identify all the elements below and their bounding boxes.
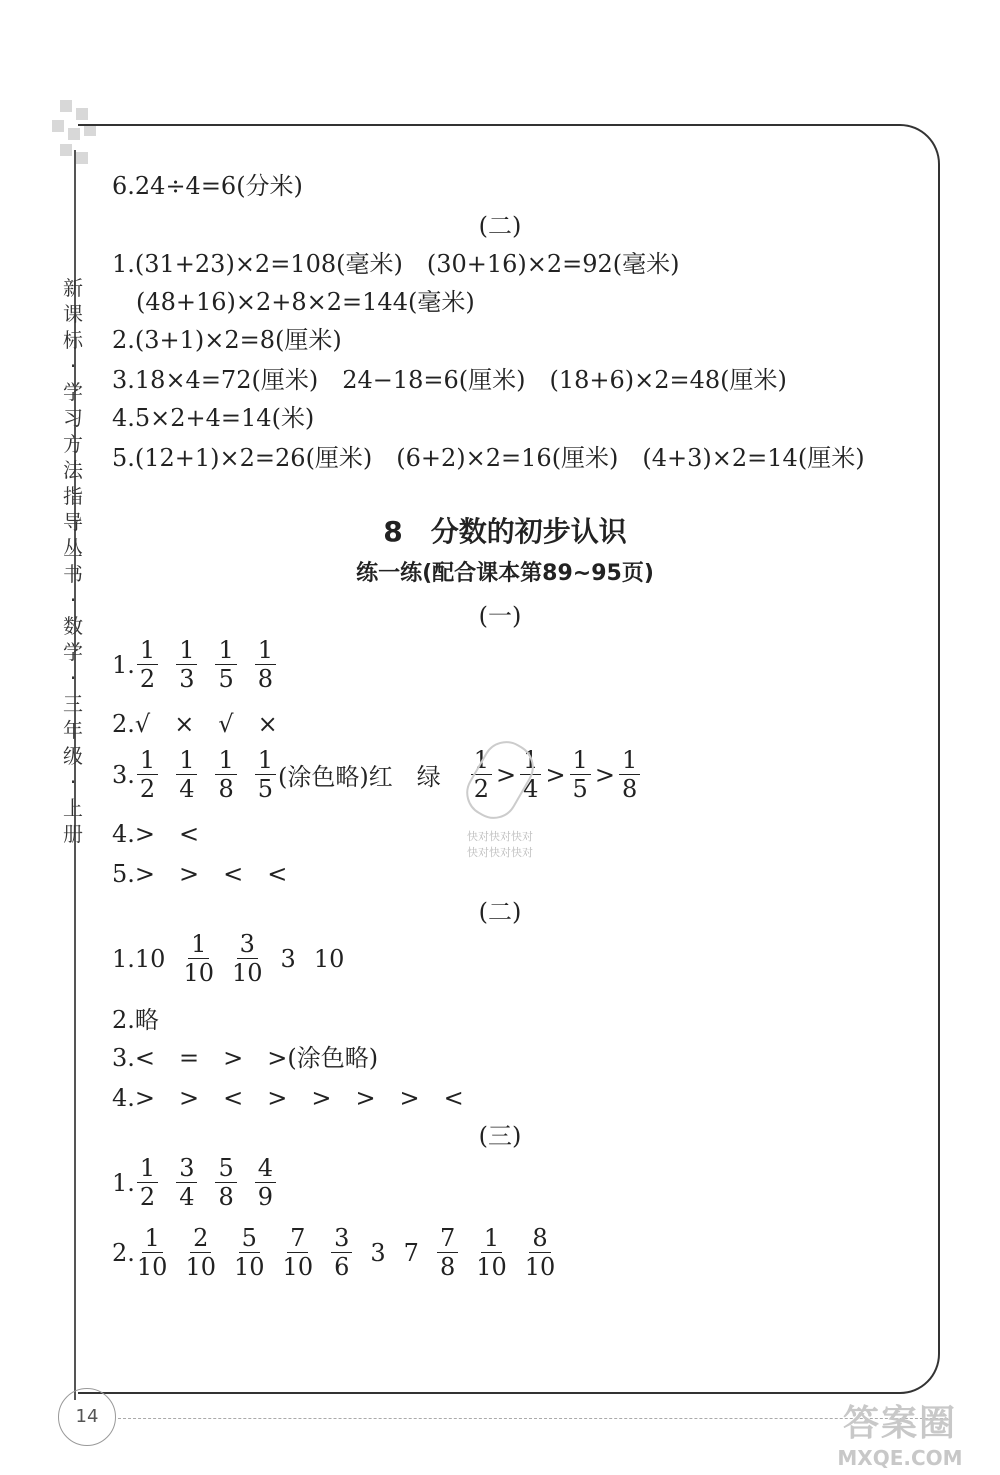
answer-line: 4.> < [112,820,200,848]
chapter-subtitle: 练一练(配合课本第89~95页) [356,561,654,586]
numerator: 1 [619,746,640,775]
spine-char: 方 [63,432,83,456]
numerator: 2 [190,1224,211,1253]
fraction [476,1224,507,1281]
denominator: 8 [218,775,234,803]
comparison-sign: > [496,760,517,789]
denominator: 8 [439,1253,456,1281]
denominator: 2 [473,775,490,803]
numerator: 3 [331,1224,352,1253]
fraction [570,746,591,803]
answer-line: 2.略 [112,1006,159,1034]
fraction [255,1154,276,1211]
number: 10 [313,944,345,973]
spine-char: · [69,770,77,794]
numerator: 4 [255,1154,276,1183]
fraction [183,930,214,987]
answer-line: 4.> > < > > > > < [112,1084,464,1112]
answer-line: 3.< = > >(涂色略) [112,1044,379,1072]
denominator: 5 [572,775,588,803]
numerator: 1 [215,746,236,775]
numerator: 1 [471,746,492,775]
fraction [137,746,158,803]
denominator: 4 [179,1183,195,1211]
spine-char: · [69,354,77,378]
numerator: 5 [215,1154,236,1183]
denominator: 4 [179,775,195,803]
pencil-icon [457,732,542,827]
comparison-sign: > [594,760,615,789]
section-heading: (二) [478,898,522,926]
fraction [176,746,197,803]
denominator: 10 [524,1253,556,1281]
fraction [437,1224,458,1281]
spine-char: 导 [63,510,83,534]
section-heading: (二) [478,212,522,240]
fraction [619,746,640,803]
question-number: 1. [112,650,135,679]
chapter-title: 8 分数的初步认识 [383,515,627,548]
denominator: 10 [282,1253,314,1281]
answer-row-san-2 [112,1224,573,1281]
fraction [215,746,236,803]
answer-line: 1.(31+23)×2=108(毫米) (30+16)×2=92(毫米) [112,250,680,278]
answer-line: 5.(12+1)×2=26(厘米) (6+2)×2=16(厘米) (4+3)×2=14(厘米) [112,444,865,472]
denominator: 10 [136,1253,168,1281]
fraction [137,1154,158,1211]
spine-char: 册 [63,822,83,846]
fraction [185,1224,216,1281]
answer-line: 5.> > < < [112,860,288,888]
numerator: 1 [142,1224,163,1253]
numerator: 1 [137,746,158,775]
denominator: 3 [179,665,195,693]
fraction [525,1224,556,1281]
answer-line: (48+16)×2+8×2=144(毫米) [112,288,475,316]
denominator: 10 [476,1253,507,1281]
number: 7 [403,1238,419,1267]
answer-line: 2.(3+1)×2=8(厘米) [112,326,342,354]
numerator: 1 [176,746,197,775]
answer-text: (涂色略)红 绿 [278,763,441,791]
denominator: 10 [185,1253,216,1281]
denominator: 10 [183,959,214,987]
denominator: 8 [621,775,638,803]
site-watermark [810,1395,990,1470]
spine-char: 学 [63,640,83,664]
numerator: 1 [570,746,591,775]
fraction [232,930,263,987]
stamp-text: 快对快对快对 [467,846,533,859]
section-heading: (三) [478,1122,522,1150]
fraction [137,636,158,693]
numerator: 3 [237,930,258,959]
spine-char: 书 [63,562,83,586]
comparison-sign: > [545,760,566,789]
number: 3 [280,944,296,973]
fraction [255,636,276,693]
answer-row-yi-1 [112,636,294,693]
question-number: 2. [112,1238,135,1267]
fraction [331,1224,352,1281]
numerator: 7 [287,1224,308,1253]
spine-char: 指 [63,484,83,508]
spine-char: 法 [63,458,83,482]
fraction [176,1154,197,1211]
fraction [137,1224,168,1281]
spine-char: 上 [63,796,83,820]
spine-char: 年 [63,718,83,742]
spine-char: 丛 [63,536,83,560]
numerator: 1 [520,746,541,775]
question-number: 1. [112,1168,135,1197]
numerator: 8 [529,1224,550,1253]
denominator: 2 [139,1183,156,1211]
answer-line: 6.24÷4=6(分米) [112,172,303,200]
numerator: 1 [188,930,209,959]
number: 3 [370,1238,386,1267]
watermark-title: 答案圈 [842,1403,957,1444]
denominator: 10 [231,959,263,987]
watermark-url: MXQE.COM [837,1446,963,1470]
fraction [215,636,236,693]
answer-row-yi-3 [112,746,640,803]
numerator: 1 [255,636,276,665]
answer-row-er-1 [112,930,362,987]
numerator: 7 [437,1224,458,1253]
stamp-text: 快对快对快对 [467,830,533,843]
denominator: 4 [523,775,539,803]
spine-char: 新 [63,276,83,300]
spine-char: · [69,588,77,612]
numerator: 5 [239,1224,260,1253]
numerator: 1 [137,1154,158,1183]
denominator: 2 [139,665,156,693]
fraction [234,1224,265,1281]
spine-char: 标 [63,328,83,352]
denominator: 9 [257,1183,274,1211]
spine-char: 三 [63,692,83,716]
section-heading: (一) [478,602,522,630]
numerator: 1 [481,1224,502,1253]
numerator: 1 [255,746,276,775]
denominator: 10 [234,1253,265,1281]
fraction [176,636,197,693]
numerator: 1 [137,636,158,665]
numerator: 1 [215,636,236,665]
page-number: 14 [58,1388,116,1446]
numerator: 1 [176,636,197,665]
denominator: 8 [218,1183,234,1211]
fraction [283,1224,314,1281]
fraction [255,746,276,803]
spine-char: · [69,666,77,690]
answer-line: 2.√ × √ × [112,710,278,738]
question-number: 3. [112,760,135,789]
denominator: 2 [139,775,156,803]
answer-line: 3.18×4=72(厘米) 24−18=6(厘米) (18+6)×2=48(厘米) [112,366,787,394]
stamp-watermark [455,740,545,860]
denominator: 6 [334,1253,350,1281]
spine-char: 级 [63,744,83,768]
spine-char: 学 [63,380,83,404]
answer-line: 4.5×2+4=14(米) [112,404,315,432]
question-number: 1.10 [112,944,166,973]
denominator: 5 [218,665,234,693]
numerator: 3 [176,1154,197,1183]
denominator: 8 [257,665,274,693]
answer-row-san-1 [112,1154,294,1211]
fraction [215,1154,236,1211]
spine-char: 课 [63,302,83,326]
spine-char: 习 [63,406,83,430]
spine-char: 数 [63,614,83,638]
denominator: 5 [257,775,274,803]
